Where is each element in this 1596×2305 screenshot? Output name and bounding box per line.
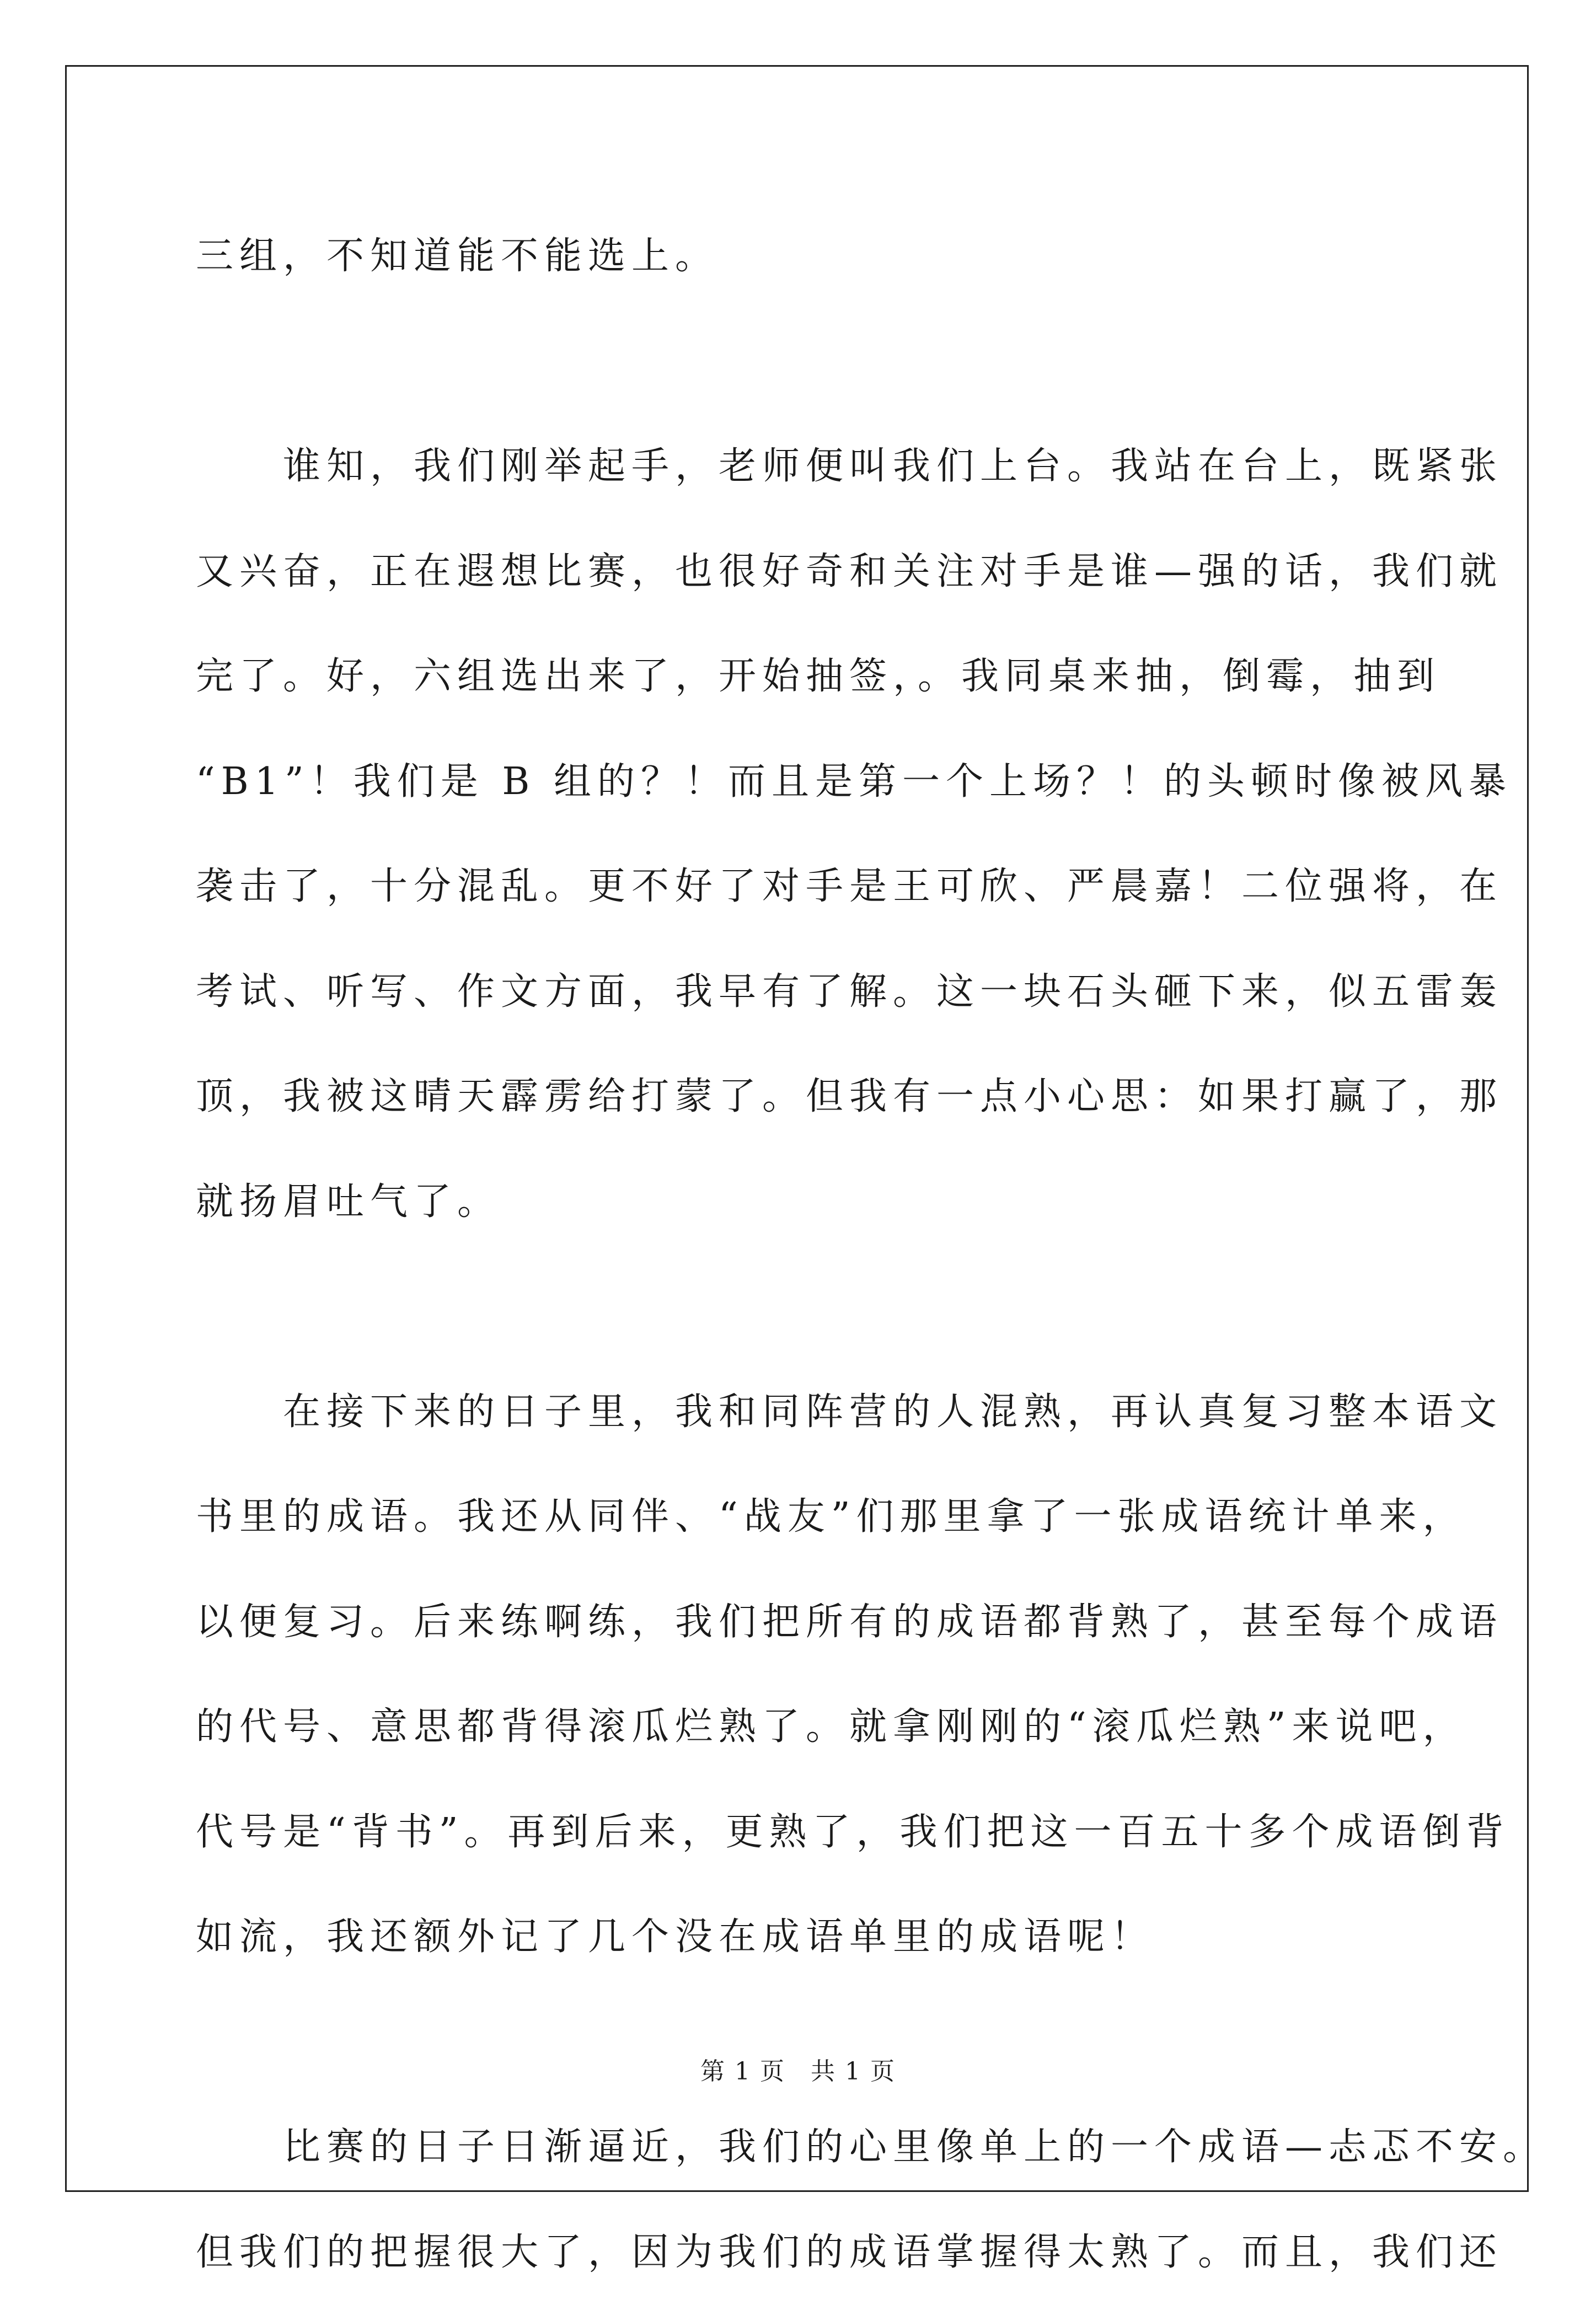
- text-line: 顶，我被这晴天霹雳给打蒙了。但我有一点小心思：如果打赢了，那: [196, 1044, 1409, 1150]
- text-line: 但我们的把握很大了，因为我们的成语掌握得太熟了。而且，我们还: [196, 2200, 1409, 2305]
- text-line: 书里的成语。我还从同伴、“战友”们那里拿了一张成语统计单来，: [196, 1465, 1409, 1570]
- text-line: 在接下来的日子里，我和同阵营的人混熟，再认真复习整本语文: [196, 1360, 1409, 1465]
- document-body: [196, 204, 1409, 2305]
- text-line: [196, 309, 1409, 415]
- text-line: 完了。好，六组选出来了，开始抽签，。我同桌来抽，倒霉，抽到: [196, 624, 1409, 730]
- text-line: 考试、听写、作文方面，我早有了解。这一块石头砸下来，似五雷轰: [196, 940, 1409, 1045]
- text-line: 就扬眉吐气了。: [196, 1150, 1409, 1255]
- text-line: 代号是“背书”。再到后来，更熟了，我们把这一百五十多个成语倒背: [196, 1780, 1409, 1885]
- page-footer: 第 1 页 共 1 页: [0, 2051, 1596, 2087]
- text-line: 比赛的日子日渐逼近，我们的心里像单上的一个成语—忐忑不安。: [196, 2095, 1409, 2200]
- text-line: “B1”！我们是 B 组的？！而且是第一个上场？！的头顿时像被风暴: [196, 730, 1409, 835]
- text-line: 如流，我还额外记了几个没在成语单里的成语呢！: [196, 1885, 1409, 1990]
- text-line: 的代号、意思都背得滚瓜烂熟了。就拿刚刚的“滚瓜烂熟”来说吧，: [196, 1675, 1409, 1780]
- text-line: 又兴奋，正在遐想比赛，也很好奇和关注对手是谁—强的话，我们就: [196, 519, 1409, 625]
- text-line: 谁知，我们刚举起手，老师便叫我们上台。我站在台上，既紧张: [196, 414, 1409, 519]
- text-line: [196, 1255, 1409, 1360]
- text-line: 袭击了，十分混乱。更不好了对手是王可欣、严晨嘉！二位强将，在: [196, 834, 1409, 940]
- text-line: 以便复习。后来练啊练，我们把所有的成语都背熟了，甚至每个成语: [196, 1570, 1409, 1675]
- text-line: 三组，不知道能不能选上。: [196, 204, 1409, 309]
